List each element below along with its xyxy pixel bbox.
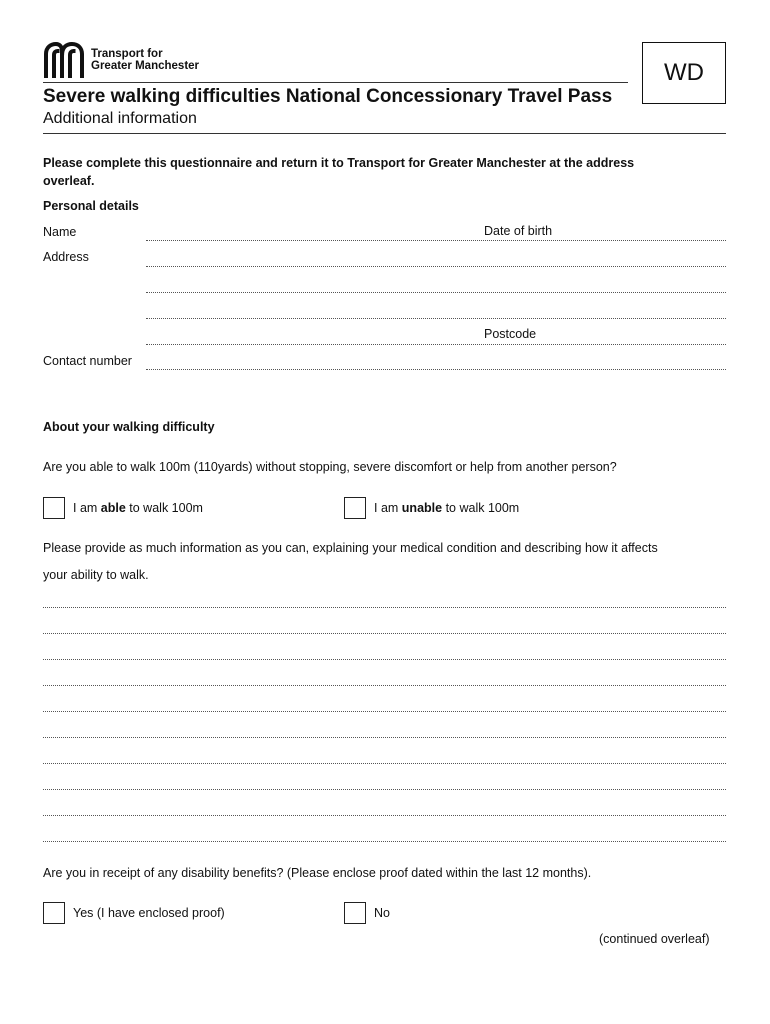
able-option-pre: I am bbox=[73, 501, 101, 515]
address-field-line-3[interactable] bbox=[146, 318, 726, 319]
postcode-label: Postcode bbox=[484, 327, 537, 341]
contact-number-label: Contact number bbox=[43, 354, 132, 368]
info-field-line-7[interactable] bbox=[43, 763, 726, 764]
form-code: WD bbox=[664, 59, 704, 86]
unable-option-bold: unable bbox=[401, 501, 443, 515]
header-rule-bottom bbox=[43, 133, 726, 134]
address-field-line-2[interactable] bbox=[146, 292, 726, 293]
able-option-bold: able bbox=[100, 501, 126, 515]
info-field-line-5[interactable] bbox=[43, 711, 726, 712]
address-field-line-4[interactable] bbox=[146, 344, 726, 345]
benefits-no-checkbox[interactable] bbox=[344, 902, 366, 924]
info-field-line-1[interactable] bbox=[43, 607, 726, 608]
info-field-line-8[interactable] bbox=[43, 789, 726, 790]
contact-number-field[interactable] bbox=[146, 369, 726, 370]
name-label: Name bbox=[43, 225, 77, 239]
walking-heading: About your walking difficulty bbox=[43, 420, 215, 434]
able-checkbox[interactable] bbox=[43, 497, 65, 519]
benefits-no-label: No bbox=[374, 906, 390, 920]
personal-details-heading: Personal details bbox=[43, 199, 139, 213]
page-title: Severe walking difficulties National Concessionary Travel Pass bbox=[43, 86, 613, 107]
benefits-yes-label: Yes (I have enclosed proof) bbox=[73, 906, 225, 920]
info-instruction-line-2: your ability to walk. bbox=[43, 568, 149, 582]
able-option-label bbox=[73, 501, 203, 515]
page-subtitle: Additional information bbox=[43, 110, 197, 127]
logo-line-1: Transport for bbox=[91, 48, 163, 60]
unable-option-pre: I am bbox=[374, 501, 402, 515]
dob-label: Date of birth bbox=[484, 224, 553, 238]
address-label: Address bbox=[43, 250, 89, 264]
address-field-line-1[interactable] bbox=[146, 266, 726, 267]
form-code-box bbox=[642, 42, 726, 104]
continued-overleaf: (continued overleaf) bbox=[599, 932, 710, 946]
tfgm-logo-icon bbox=[43, 42, 85, 78]
tfgm-logo bbox=[43, 42, 203, 78]
info-instruction-line-1: Please provide as much information as you can, explaining your medical condition and describing how it affects bbox=[43, 541, 658, 555]
header-rule-top bbox=[43, 82, 628, 83]
unable-checkbox[interactable] bbox=[344, 497, 366, 519]
logo-line-2: Greater Manchester bbox=[91, 60, 200, 72]
unable-option-label bbox=[374, 501, 519, 515]
info-field-line-6[interactable] bbox=[43, 737, 726, 738]
info-field-line-9[interactable] bbox=[43, 815, 726, 816]
benefits-yes-checkbox[interactable] bbox=[43, 902, 65, 924]
intro-text: Please complete this questionnaire and return it to Transport for Greater Manchester at the address overleaf. bbox=[43, 156, 635, 188]
name-field[interactable] bbox=[146, 240, 726, 241]
info-field-line-4[interactable] bbox=[43, 685, 726, 686]
info-field-line-2[interactable] bbox=[43, 633, 726, 634]
info-field-line-10[interactable] bbox=[43, 841, 726, 842]
benefits-question: Are you in receipt of any disability benefits? (Please enclose proof dated within the last 12 months). bbox=[43, 866, 592, 880]
able-option-post: to walk 100m bbox=[125, 501, 203, 515]
info-field-line-3[interactable] bbox=[43, 659, 726, 660]
unable-option-post: to walk 100m bbox=[442, 501, 520, 515]
walking-question: Are you able to walk 100m (110yards) without stopping, severe discomfort or help from another person? bbox=[43, 460, 617, 474]
